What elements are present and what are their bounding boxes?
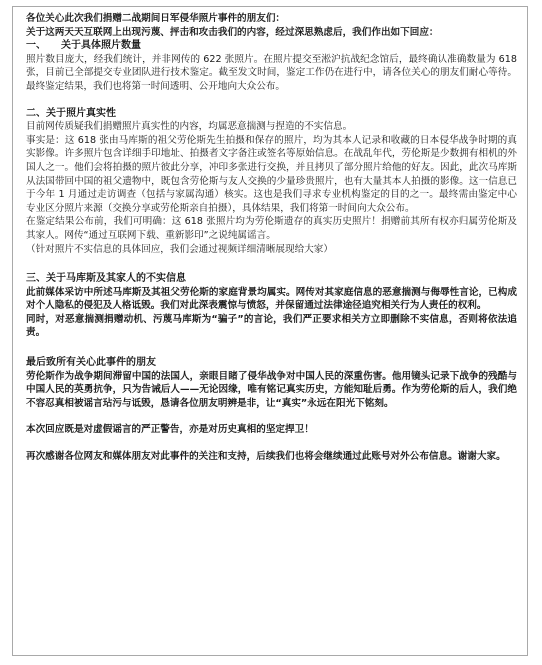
closing-heading: 最后致所有关心此事件的朋友 bbox=[26, 357, 156, 369]
closing-thanks: 再次感谢各位网友和媒体朋友对此事件的关注和支持，后续我们也将会继续通过此账号对外公布信息。谢谢大家。 bbox=[26, 451, 506, 463]
section-3-paragraph-1: 此前媒体采访中所述马库斯及其祖父劳伦斯的家庭背景均属实。网传对其家庭信息的恶意揣测与侮辱性言论，已构成对个人隐私的侵犯及人格诋毁。我们对此深表震惊与愤怒，并保留通过法律途径追究相关行为人责任的权利。 bbox=[26, 286, 517, 312]
section-1-paragraph: 照片数目庞大，经我们统计，并非网传的 622 张照片。在照片提交至淞沪抗战纪念馆后，最终确认准确数量为 618 张，目前已全部提交专业团队进行技术鉴定。截至发文时间，鉴定工作仍在进行中，请各位关心的朋友们耐心等待。最终鉴定结果，我们也将第一时间透明、公开地向大众公布。 bbox=[26, 53, 517, 92]
intro-line: 关于这两天天互联网上出现污蔑、抨击和攻击我们的内容，经过深思熟虑后，我们作出如下回应： bbox=[26, 26, 439, 38]
section-3-paragraph-2: 同时，对恶意揣测捐赠动机、污蔑马库斯为“骗子”的言论，我们严正要求相关方立即删除不实信息，否则将依法追责。 bbox=[26, 313, 517, 339]
section-2-aside: （针对照片不实信息的具体回应，我们会通过视频详细清晰展现给大家） bbox=[26, 243, 333, 255]
salutation: 各位关心此次我们捐赠二战期间日军侵华照片事件的朋友们： bbox=[26, 13, 286, 24]
section-3-heading: 三、关于马库斯及其家人的不实信息 bbox=[26, 273, 186, 285]
closing-paragraph: 劳伦斯作为战争期间滞留中国的法国人，亲眼目睹了侵华战争对中国人民的深重伤害。他用镜头记录下战争的残酷与中国人民的英勇抗争，只为告诫后人——无论因缘，唯有铭记真实历史，方能知耻后勇。作为劳伦斯的后人，我们绝不容忍真相被谣言玷污与诋毁，恳请各位朋友明辨是非，让“真实”永远在阳光下铭刻。 bbox=[26, 370, 517, 409]
section-2-heading: 二、关于照片真实性 bbox=[26, 107, 116, 119]
section-2-paragraph: 事实是：这 618 张由马库斯的祖父劳伦斯先生拍摄和保存的照片，均为其本人记录和收藏的日本侵华战争时期的真实影像。许多照片包含详细手印地址、拍摄者文字备注或签名等原始信息。在战乱年代，劳伦斯是少数拥有相机的外国人之一。他们会将拍摄的照片彼此分享，冲印多张进行交换，并且拷贝了部分照片给他的好友。因此，此次马库斯从法国带回中国的祖父遗物中，既包含劳伦斯与友人交换的少量珍贵照片，也有大量其本人拍摄的影像。这一信息已于今年 1 月通过走访调查（包括与家属沟通）核实。这也是我们寻求专业机构鉴定的目的之一。最终需由鉴定中心专业区分照片来源（交换分享或劳伦斯亲自拍摄），具体结果，我们将第一时间向大众公布。 bbox=[26, 134, 517, 214]
section-2-intro: 目前网传质疑我们捐赠照片真实性的内容，均属恶意揣测与捏造的不实信息。 bbox=[26, 121, 353, 133]
section-2-note: 在鉴定结果公布前，我们可明确：这 618 张照片均为劳伦斯遗存的真实历史照片！捐赠前其所有权亦归属劳伦斯及其家人。网传“通过互联网下载、重新影印”之说纯属谣言。 bbox=[26, 216, 517, 241]
section-1-heading: 一、 关于具体照片数量 bbox=[26, 40, 141, 52]
closing-statement: 本次回应既是对虚假谣言的严正警告，亦是对历史真相的坚定捍卫！ bbox=[26, 424, 314, 436]
statement-document bbox=[12, 6, 528, 656]
